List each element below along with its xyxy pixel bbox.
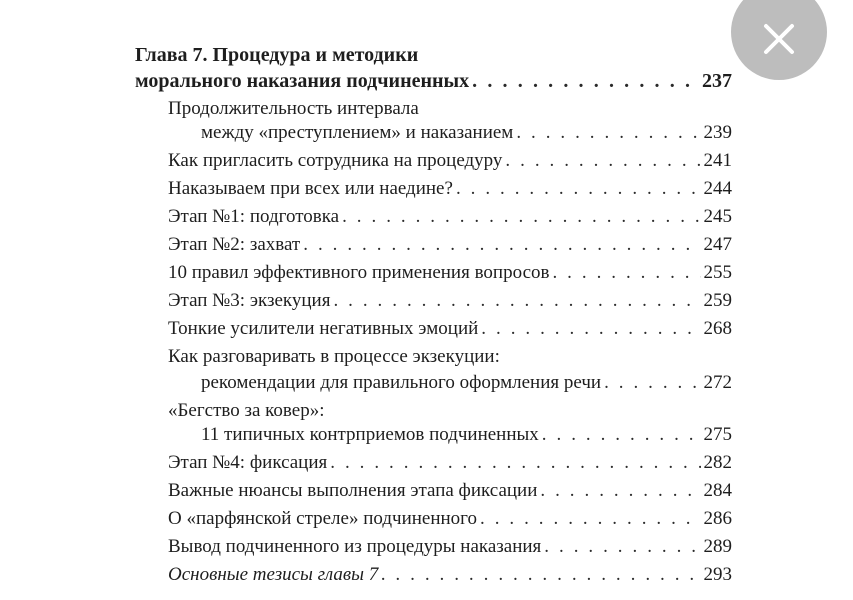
- entry-title: Как разговаривать в процессе экзекуции:: [168, 346, 500, 367]
- dot-leader: [330, 449, 700, 477]
- entry-title: Вывод подчиненного из процедуры наказания: [168, 536, 542, 557]
- dot-leader: [480, 505, 701, 533]
- close-icon: [762, 22, 796, 56]
- entry-title: Тонкие усилители негативных эмоций: [168, 318, 479, 339]
- dot-leader: [342, 203, 700, 231]
- page-number: 293: [703, 564, 732, 585]
- dot-leader: [472, 67, 699, 95]
- entry-title: Основные тезисы главы 7: [168, 564, 379, 585]
- dot-leader: [552, 259, 700, 287]
- dot-leader: [456, 175, 701, 203]
- entry-title: Продолжительность интервала: [168, 98, 419, 119]
- entry-title: 10 правил эффективного применения вопросов: [168, 262, 550, 283]
- chapter-title-line-2: морального наказания подчиненных: [135, 70, 470, 92]
- page-number: 241: [703, 150, 732, 171]
- page-number: 272: [703, 372, 732, 393]
- entry-title: Важные нюансы выполнения этапа фиксации: [168, 480, 538, 501]
- dot-leader: [381, 561, 700, 589]
- page-number: 268: [703, 318, 732, 339]
- page-number: 284: [703, 480, 732, 501]
- page-number: 239: [703, 122, 732, 143]
- dot-leader: [505, 147, 700, 175]
- entry-title: «Бегство за ковер»:: [168, 400, 325, 421]
- dot-leader: [540, 477, 700, 505]
- entry-title: Как пригласить сотрудника на процедуру: [168, 150, 503, 171]
- entry-title-continued: между «преступлением» и наказанием: [201, 122, 514, 143]
- chapter-title-row: [135, 67, 732, 95]
- dot-leader: [544, 533, 700, 561]
- dot-leader: [303, 231, 700, 259]
- entry-title: Этап №2: захват: [168, 234, 301, 255]
- page-number: 275: [703, 424, 732, 445]
- entry-title: О «парфянской стреле» подчиненного: [168, 508, 477, 529]
- entry-title-continued: 11 типичных контрприемов подчиненных: [201, 424, 539, 445]
- chapter-title-line-1: Глава 7. Процедура и методики: [135, 44, 419, 66]
- page-number: 245: [703, 206, 732, 227]
- page-number: 286: [703, 508, 732, 529]
- page-number: 282: [703, 452, 732, 473]
- dot-leader: [604, 369, 700, 397]
- page-number: 237: [702, 70, 732, 92]
- dot-leader: [516, 119, 700, 147]
- page-number: 244: [703, 178, 732, 199]
- page-number: 289: [703, 536, 732, 557]
- entry-title: Наказываем при всех или наедине?: [168, 178, 453, 199]
- dot-leader: [481, 315, 700, 343]
- dot-leader: [542, 421, 701, 449]
- dot-leader: [333, 287, 700, 315]
- entry-title: Этап №4: фиксация: [168, 452, 328, 473]
- entry-title: Этап №3: экзекуция: [168, 290, 331, 311]
- entry-title: Этап №1: подготовка: [168, 206, 340, 227]
- entry-title-continued: рекомендации для правильного оформления речи: [201, 372, 602, 393]
- page-number: 247: [703, 234, 732, 255]
- page-number: 255: [703, 262, 732, 283]
- page-number: 259: [703, 290, 732, 311]
